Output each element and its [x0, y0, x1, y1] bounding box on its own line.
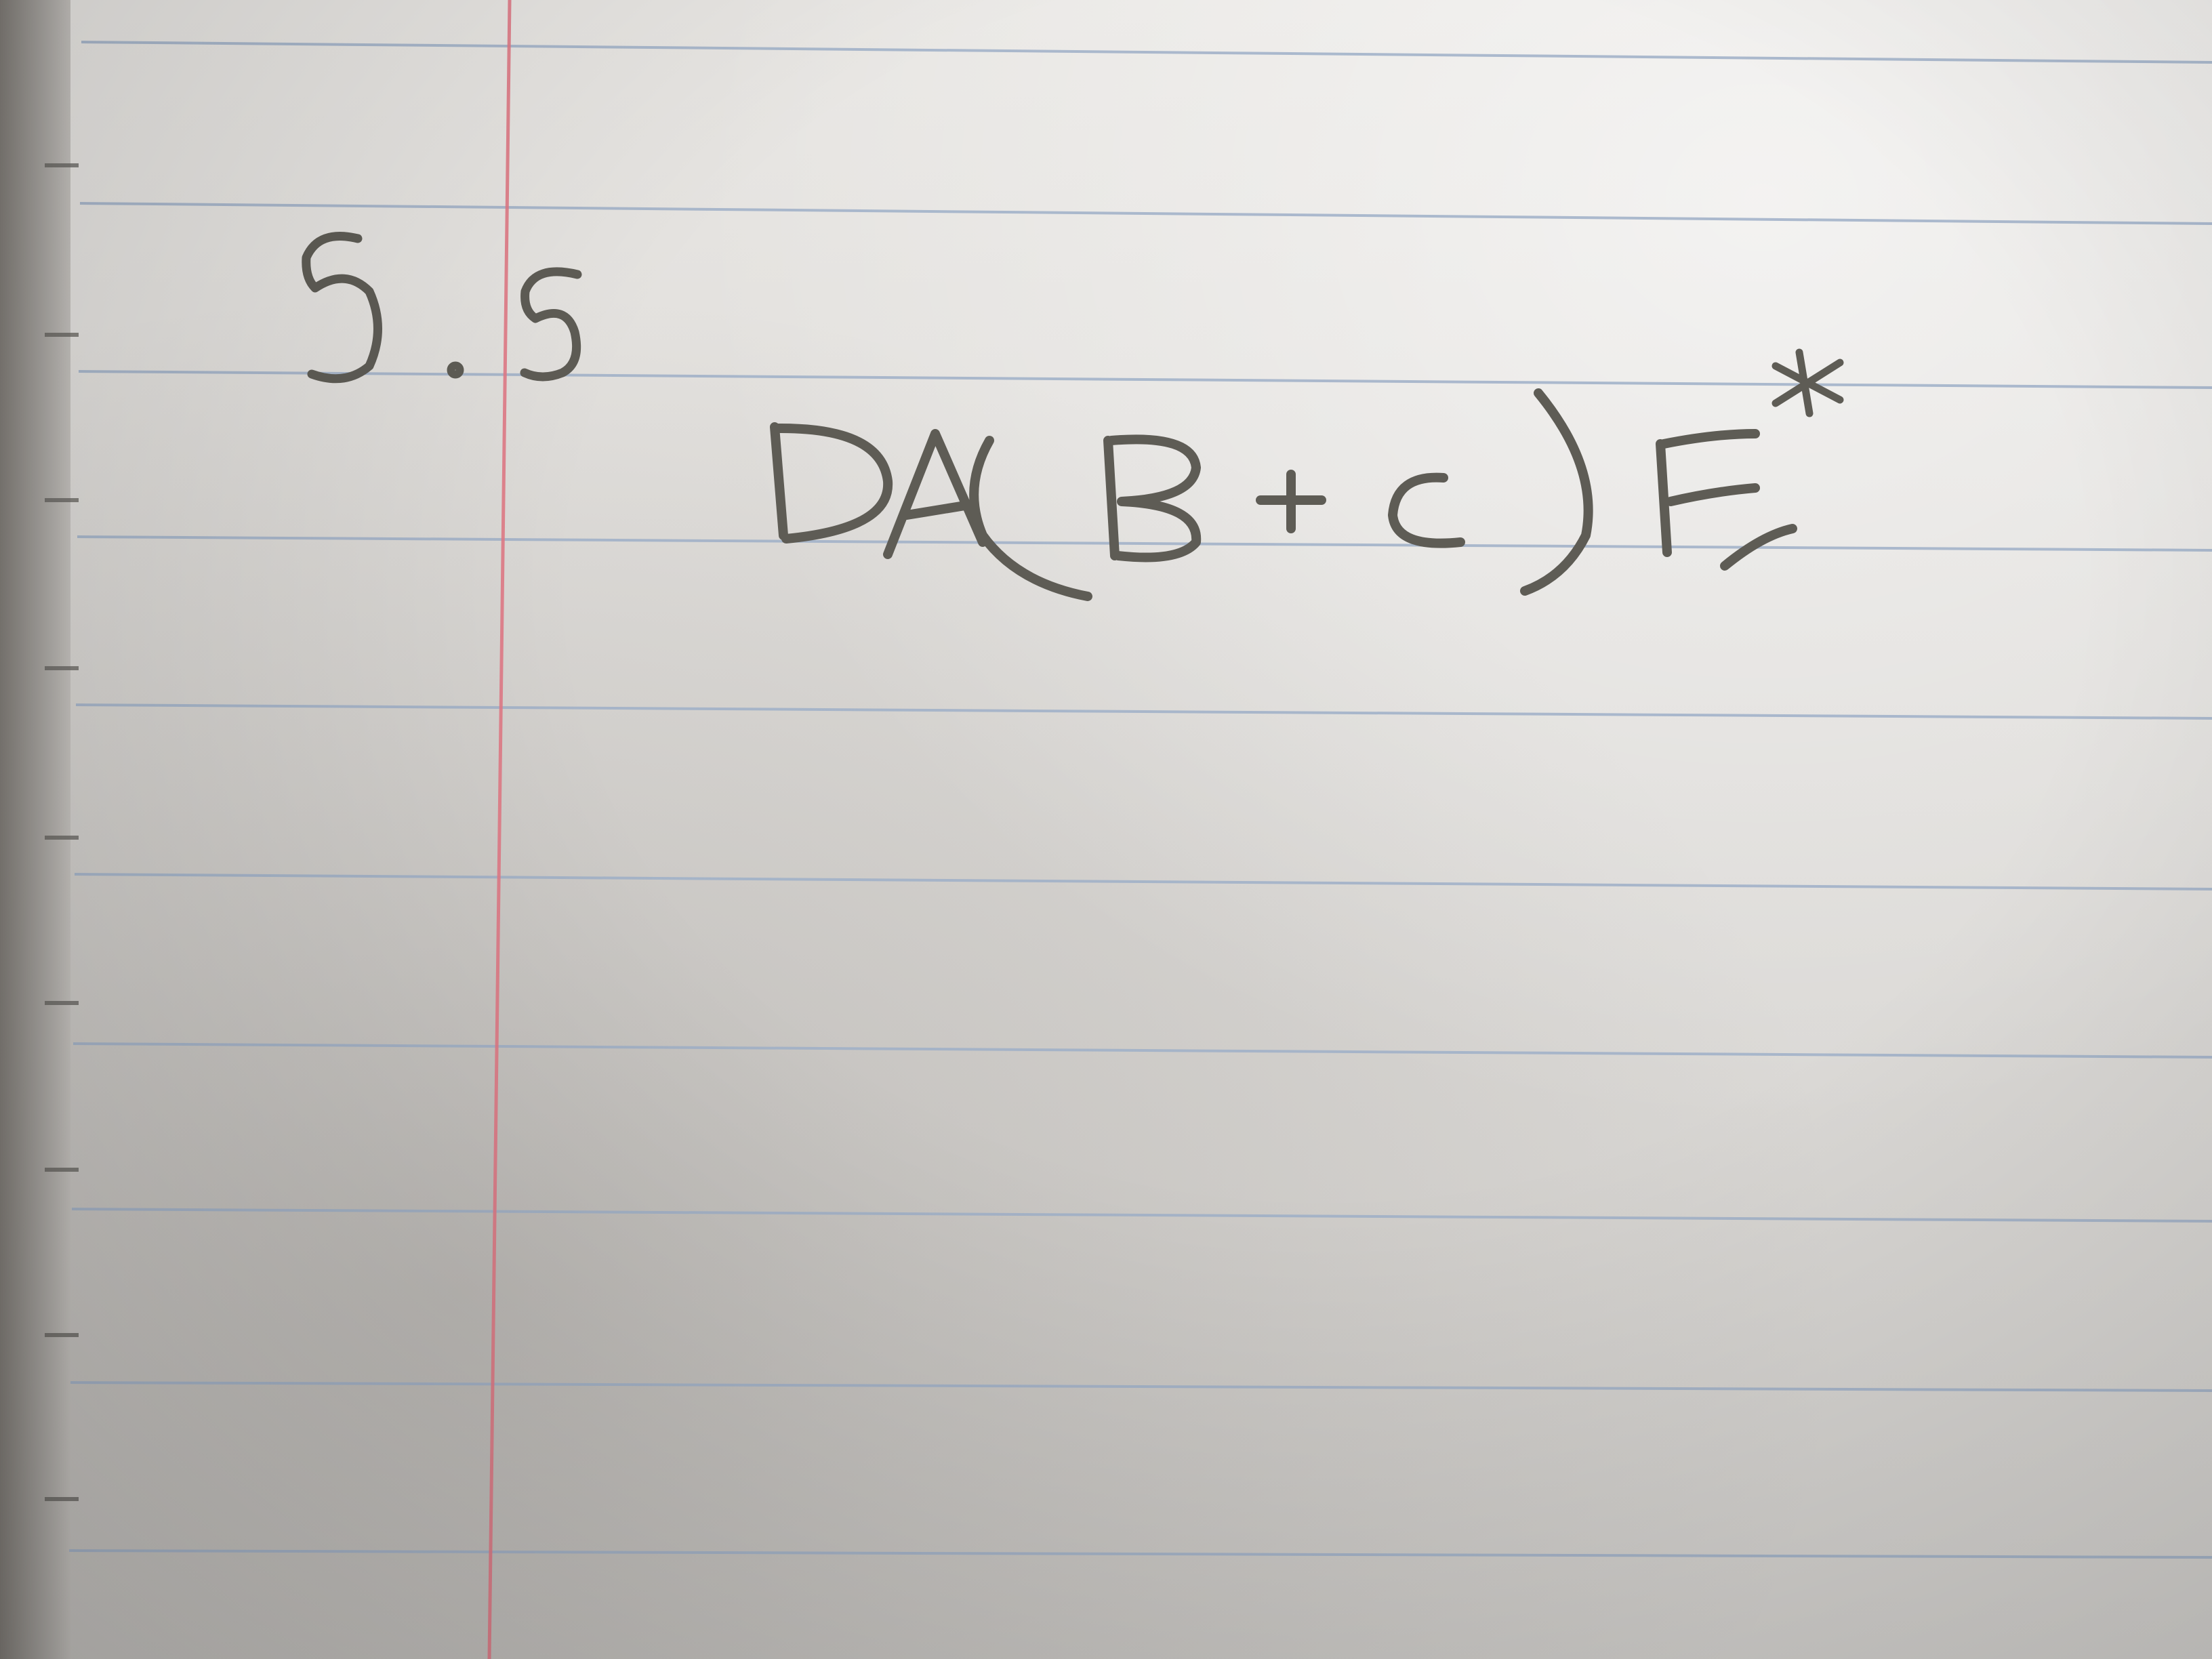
expression-handwriting [775, 352, 1840, 596]
section-number-handwriting [306, 237, 577, 379]
